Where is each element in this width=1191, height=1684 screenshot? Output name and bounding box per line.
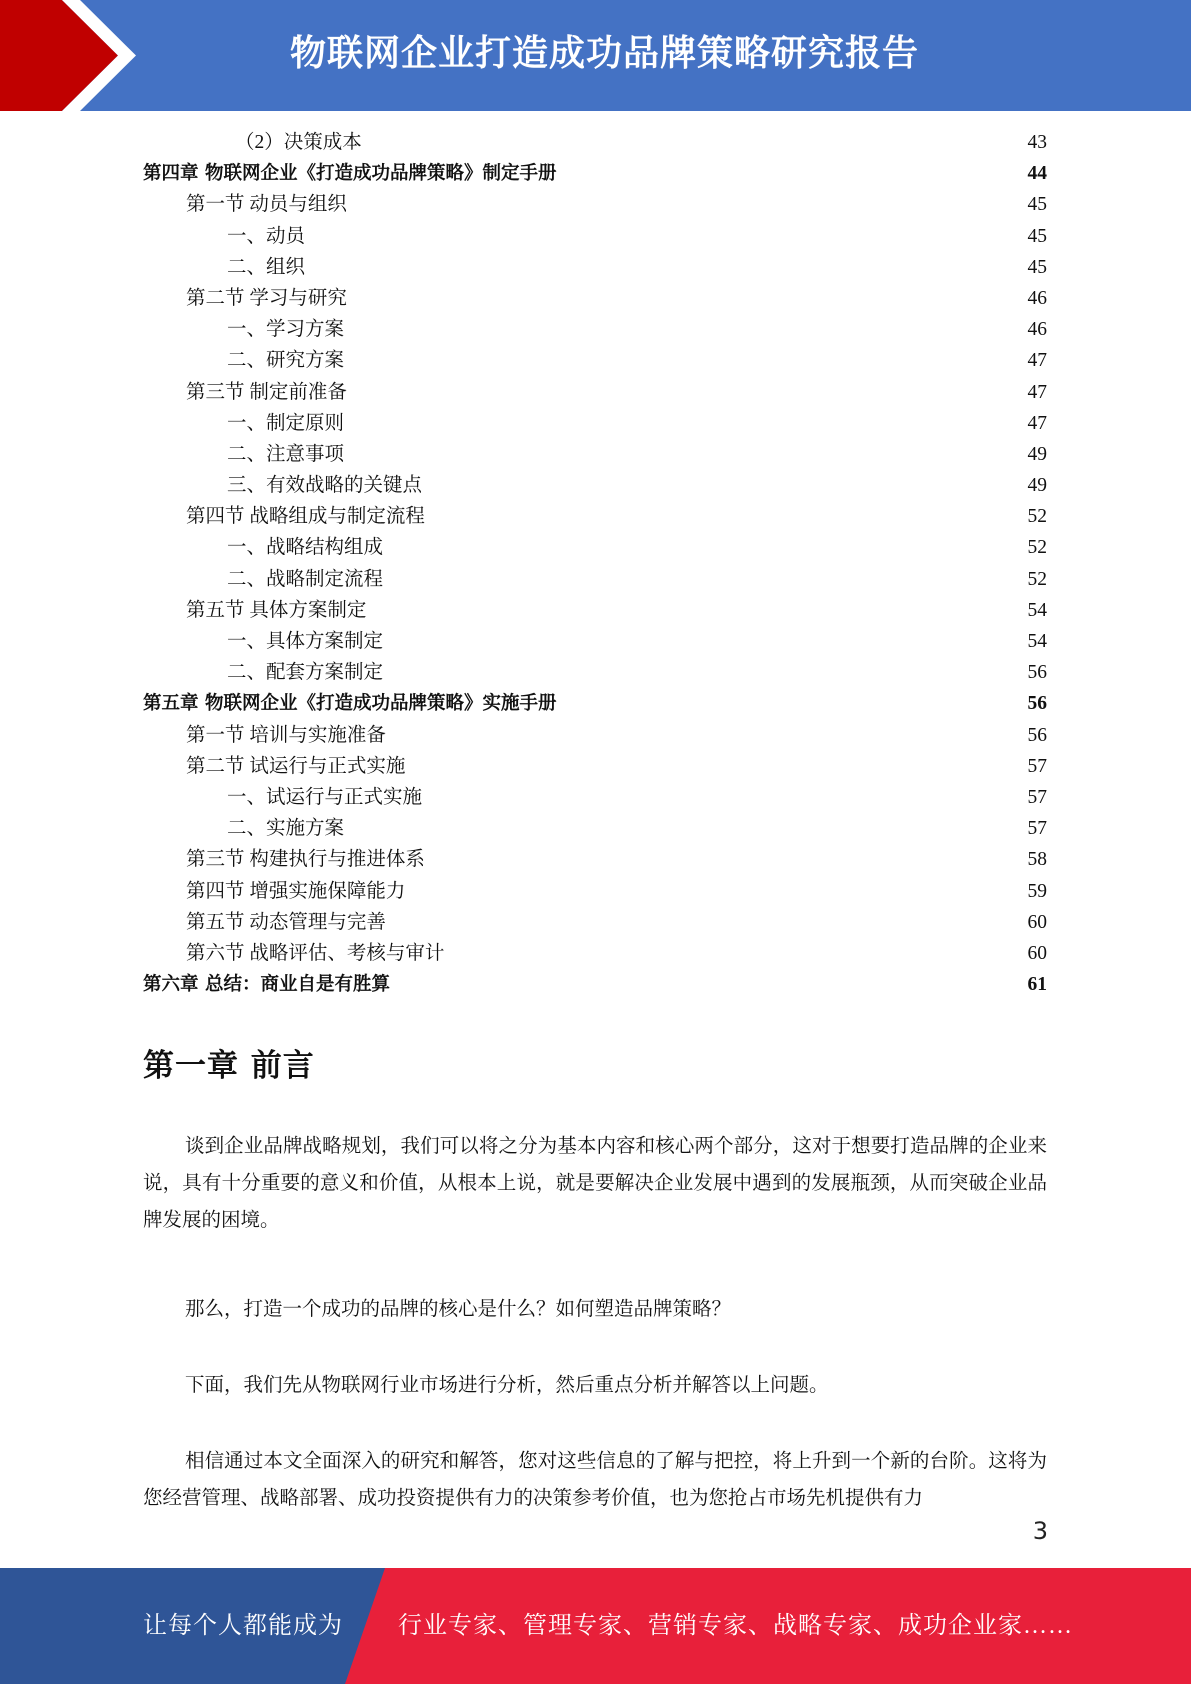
toc-entry[interactable] <box>143 377 1047 408</box>
toc-dot-leader <box>345 459 1026 460</box>
toc-entry[interactable] <box>143 408 1047 439</box>
toc-entry-title: 第一节 动员与组织 <box>186 194 347 216</box>
toc-entry-title: 一、具体方案制定 <box>227 631 384 652</box>
toc-dot-leader <box>384 677 1026 678</box>
toc-dot-leader <box>423 490 1026 491</box>
toc-entry-title: 三、有效战略的关键点 <box>227 475 423 497</box>
toc-page-number: 60 <box>1027 942 1047 964</box>
toc-entry-title: 二、配套方案制定 <box>227 662 384 684</box>
toc-entry-title: 第五节 具体方案制定 <box>186 599 367 621</box>
toc-page-number: 45 <box>1027 194 1047 216</box>
toc-page-number: 56 <box>1027 693 1047 715</box>
toc-page-number: 45 <box>1027 225 1047 247</box>
toc-dot-leader <box>345 428 1026 429</box>
toc-dot-leader <box>557 708 1026 709</box>
toc-entry-title: 第五节 动态管理与完善 <box>186 911 386 933</box>
toc-entry-title: 第三节 构建执行与推进体系 <box>186 849 425 871</box>
toc-dot-leader <box>426 521 1027 522</box>
toc-dot-leader <box>387 927 1027 928</box>
toc-page-number: 57 <box>1027 818 1047 840</box>
toc-dot-leader <box>348 209 1027 210</box>
toc-page-number: 59 <box>1027 880 1047 902</box>
toc-page-number: 56 <box>1027 662 1047 684</box>
toc-entry[interactable] <box>143 720 1047 751</box>
toc-dot-leader <box>557 178 1026 179</box>
toc-dot-leader <box>384 584 1026 585</box>
toc-entry-title: 一、动员 <box>227 225 306 247</box>
toc-page-number: 52 <box>1027 506 1047 528</box>
toc-entry-title: 第二节 学习与研究 <box>186 287 347 309</box>
toc-entry[interactable] <box>143 844 1047 875</box>
toc-entry-title: 第六节 战略评估、考核与审计 <box>186 942 445 964</box>
toc-page-number: 44 <box>1027 163 1047 185</box>
toc-entry[interactable] <box>143 626 1047 657</box>
toc-entry[interactable] <box>143 657 1047 688</box>
toc-entry-title: 第四节 增强实施保障能力 <box>186 880 406 902</box>
toc-entry[interactable] <box>143 252 1047 283</box>
toc-page-number: 60 <box>1027 911 1047 933</box>
toc-dot-leader <box>387 740 1027 741</box>
toc-page-number: 61 <box>1027 974 1047 996</box>
toc-page-number: 58 <box>1027 849 1047 871</box>
toc-entry-title: 一、试运行与正式实施 <box>227 786 423 808</box>
toc-entry[interactable] <box>143 532 1047 563</box>
toc-page-number: 49 <box>1027 475 1047 497</box>
toc-entry-title: 二、注意事项 <box>227 443 345 465</box>
toc-entry[interactable] <box>143 938 1047 969</box>
toc-entry-title: 第四节 战略组成与制定流程 <box>186 506 425 528</box>
toc-dot-leader <box>384 646 1026 647</box>
toc-entry[interactable] <box>143 470 1047 501</box>
toc-dot-leader <box>345 365 1026 366</box>
toc-dot-leader <box>345 334 1026 335</box>
toc-dot-leader <box>406 896 1026 897</box>
toc-page-number: 57 <box>1027 755 1047 777</box>
toc-entry[interactable] <box>143 813 1047 844</box>
toc-dot-leader <box>306 241 1026 242</box>
toc-entry-title: 第三节 制定前准备 <box>186 381 347 403</box>
toc-entry-title: （2）决策成本 <box>235 132 362 153</box>
toc-entry-title: 一、学习方案 <box>227 319 345 341</box>
toc-dot-leader <box>445 958 1026 959</box>
toc-page-number: 46 <box>1027 287 1047 309</box>
header-arrow-decoration <box>0 0 160 111</box>
toc-entry-title: 二、实施方案 <box>227 818 345 840</box>
toc-entry[interactable] <box>143 439 1047 470</box>
toc-entry[interactable] <box>143 876 1047 907</box>
toc-entry[interactable] <box>143 314 1047 345</box>
toc-dot-leader <box>345 833 1026 834</box>
page-number: 3 <box>1032 1517 1048 1545</box>
toc-page-number: 47 <box>1027 350 1047 372</box>
toc-page-number: 54 <box>1027 631 1047 652</box>
toc-page-number: 45 <box>1027 256 1047 278</box>
toc-dot-leader <box>426 864 1027 865</box>
toc-dot-leader <box>406 771 1026 772</box>
toc-entry-title: 第四章 物联网企业《打造成功品牌策略》制定手册 <box>143 163 557 185</box>
toc-entry-title: 二、研究方案 <box>227 350 345 372</box>
toc-chapter-entry[interactable] <box>143 158 1047 189</box>
toc-dot-leader <box>363 147 1027 148</box>
toc-dot-leader <box>348 397 1027 398</box>
toc-page-number: 43 <box>1027 132 1047 153</box>
toc-page-number: 52 <box>1027 568 1047 590</box>
page-header <box>0 0 1191 111</box>
toc-entry[interactable] <box>143 751 1047 782</box>
toc-entry-title: 第五章 物联网企业《打造成功品牌策略》实施手册 <box>143 693 557 715</box>
toc-chapter-entry[interactable] <box>143 688 1047 719</box>
toc-page-number: 47 <box>1027 381 1047 403</box>
toc-entry[interactable] <box>143 221 1047 252</box>
toc-entry[interactable] <box>143 501 1047 532</box>
toc-page-number: 46 <box>1027 319 1047 341</box>
footer-slogan-left: 让每个人都能成为 <box>143 1613 343 1639</box>
toc-entry-title: 第一节 培训与实施准备 <box>186 724 386 746</box>
chapter-heading: 第一章 前言 <box>143 1048 315 1084</box>
paragraph-3: 下面，我们先从物联网行业市场进行分析，然后重点分析并解答以上问题。 <box>185 1375 829 1396</box>
paragraph-1: 谈到企业品牌战略规划，我们可以将之分为基本内容和核心两个部分，这对于想要打造品牌的企业来说，具有十分重要的意义和价值，从根本上说，就是要解决企业发展中遇到的发展瓶颈，从而突破企业品牌发展的困境。 <box>143 1136 1047 1231</box>
report-title: 物联网企业打造成功品牌策略研究报告 <box>290 33 920 74</box>
toc-dot-leader <box>391 989 1027 990</box>
toc-entry-title: 一、战略结构组成 <box>227 537 384 559</box>
toc-dot-leader <box>306 272 1026 273</box>
toc-entry[interactable] <box>143 564 1047 595</box>
toc-page-number: 56 <box>1027 724 1047 746</box>
toc-entry-title: 一、制定原则 <box>227 412 345 434</box>
toc-entry-title: 第六章 总结：商业自是有胜算 <box>143 974 390 996</box>
page-footer <box>0 1568 1191 1684</box>
toc-page-number: 47 <box>1027 412 1047 434</box>
toc-entry-title: 第二节 试运行与正式实施 <box>186 755 406 777</box>
toc-page-number: 54 <box>1027 599 1047 621</box>
toc-page-number: 57 <box>1027 786 1047 808</box>
toc-dot-leader <box>348 303 1027 304</box>
toc-page-number: 52 <box>1027 537 1047 559</box>
toc-entry[interactable] <box>143 189 1047 220</box>
toc-chapter-entry[interactable] <box>143 969 1047 1000</box>
table-of-contents <box>143 127 1047 1000</box>
toc-entry[interactable] <box>143 595 1047 626</box>
toc-entry[interactable] <box>143 782 1047 813</box>
toc-dot-leader <box>367 615 1026 616</box>
toc-entry-title: 二、组织 <box>227 256 306 278</box>
paragraph-2: 那么，打造一个成功的品牌的核心是什么？如何塑造品牌策略？ <box>185 1299 732 1320</box>
paragraph-4: 相信通过本文全面深入的研究和解答，您对这些信息的了解与把控，将上升到一个新的台阶。这将为您经营管理、战略部署、成功投资提供有力的决策参考价值，也为您抢占市场先机提供有力 <box>143 1451 1047 1509</box>
toc-entry-title: 二、战略制定流程 <box>227 568 384 590</box>
footer-slogan-right: 行业专家、管理专家、营销专家、战略专家、成功企业家…… <box>398 1613 1073 1639</box>
toc-entry[interactable] <box>143 345 1047 376</box>
toc-entry[interactable] <box>143 127 1047 158</box>
toc-dot-leader <box>423 802 1026 803</box>
toc-page-number: 49 <box>1027 443 1047 465</box>
toc-dot-leader <box>384 552 1026 553</box>
toc-entry[interactable] <box>143 907 1047 938</box>
toc-entry[interactable] <box>143 283 1047 314</box>
